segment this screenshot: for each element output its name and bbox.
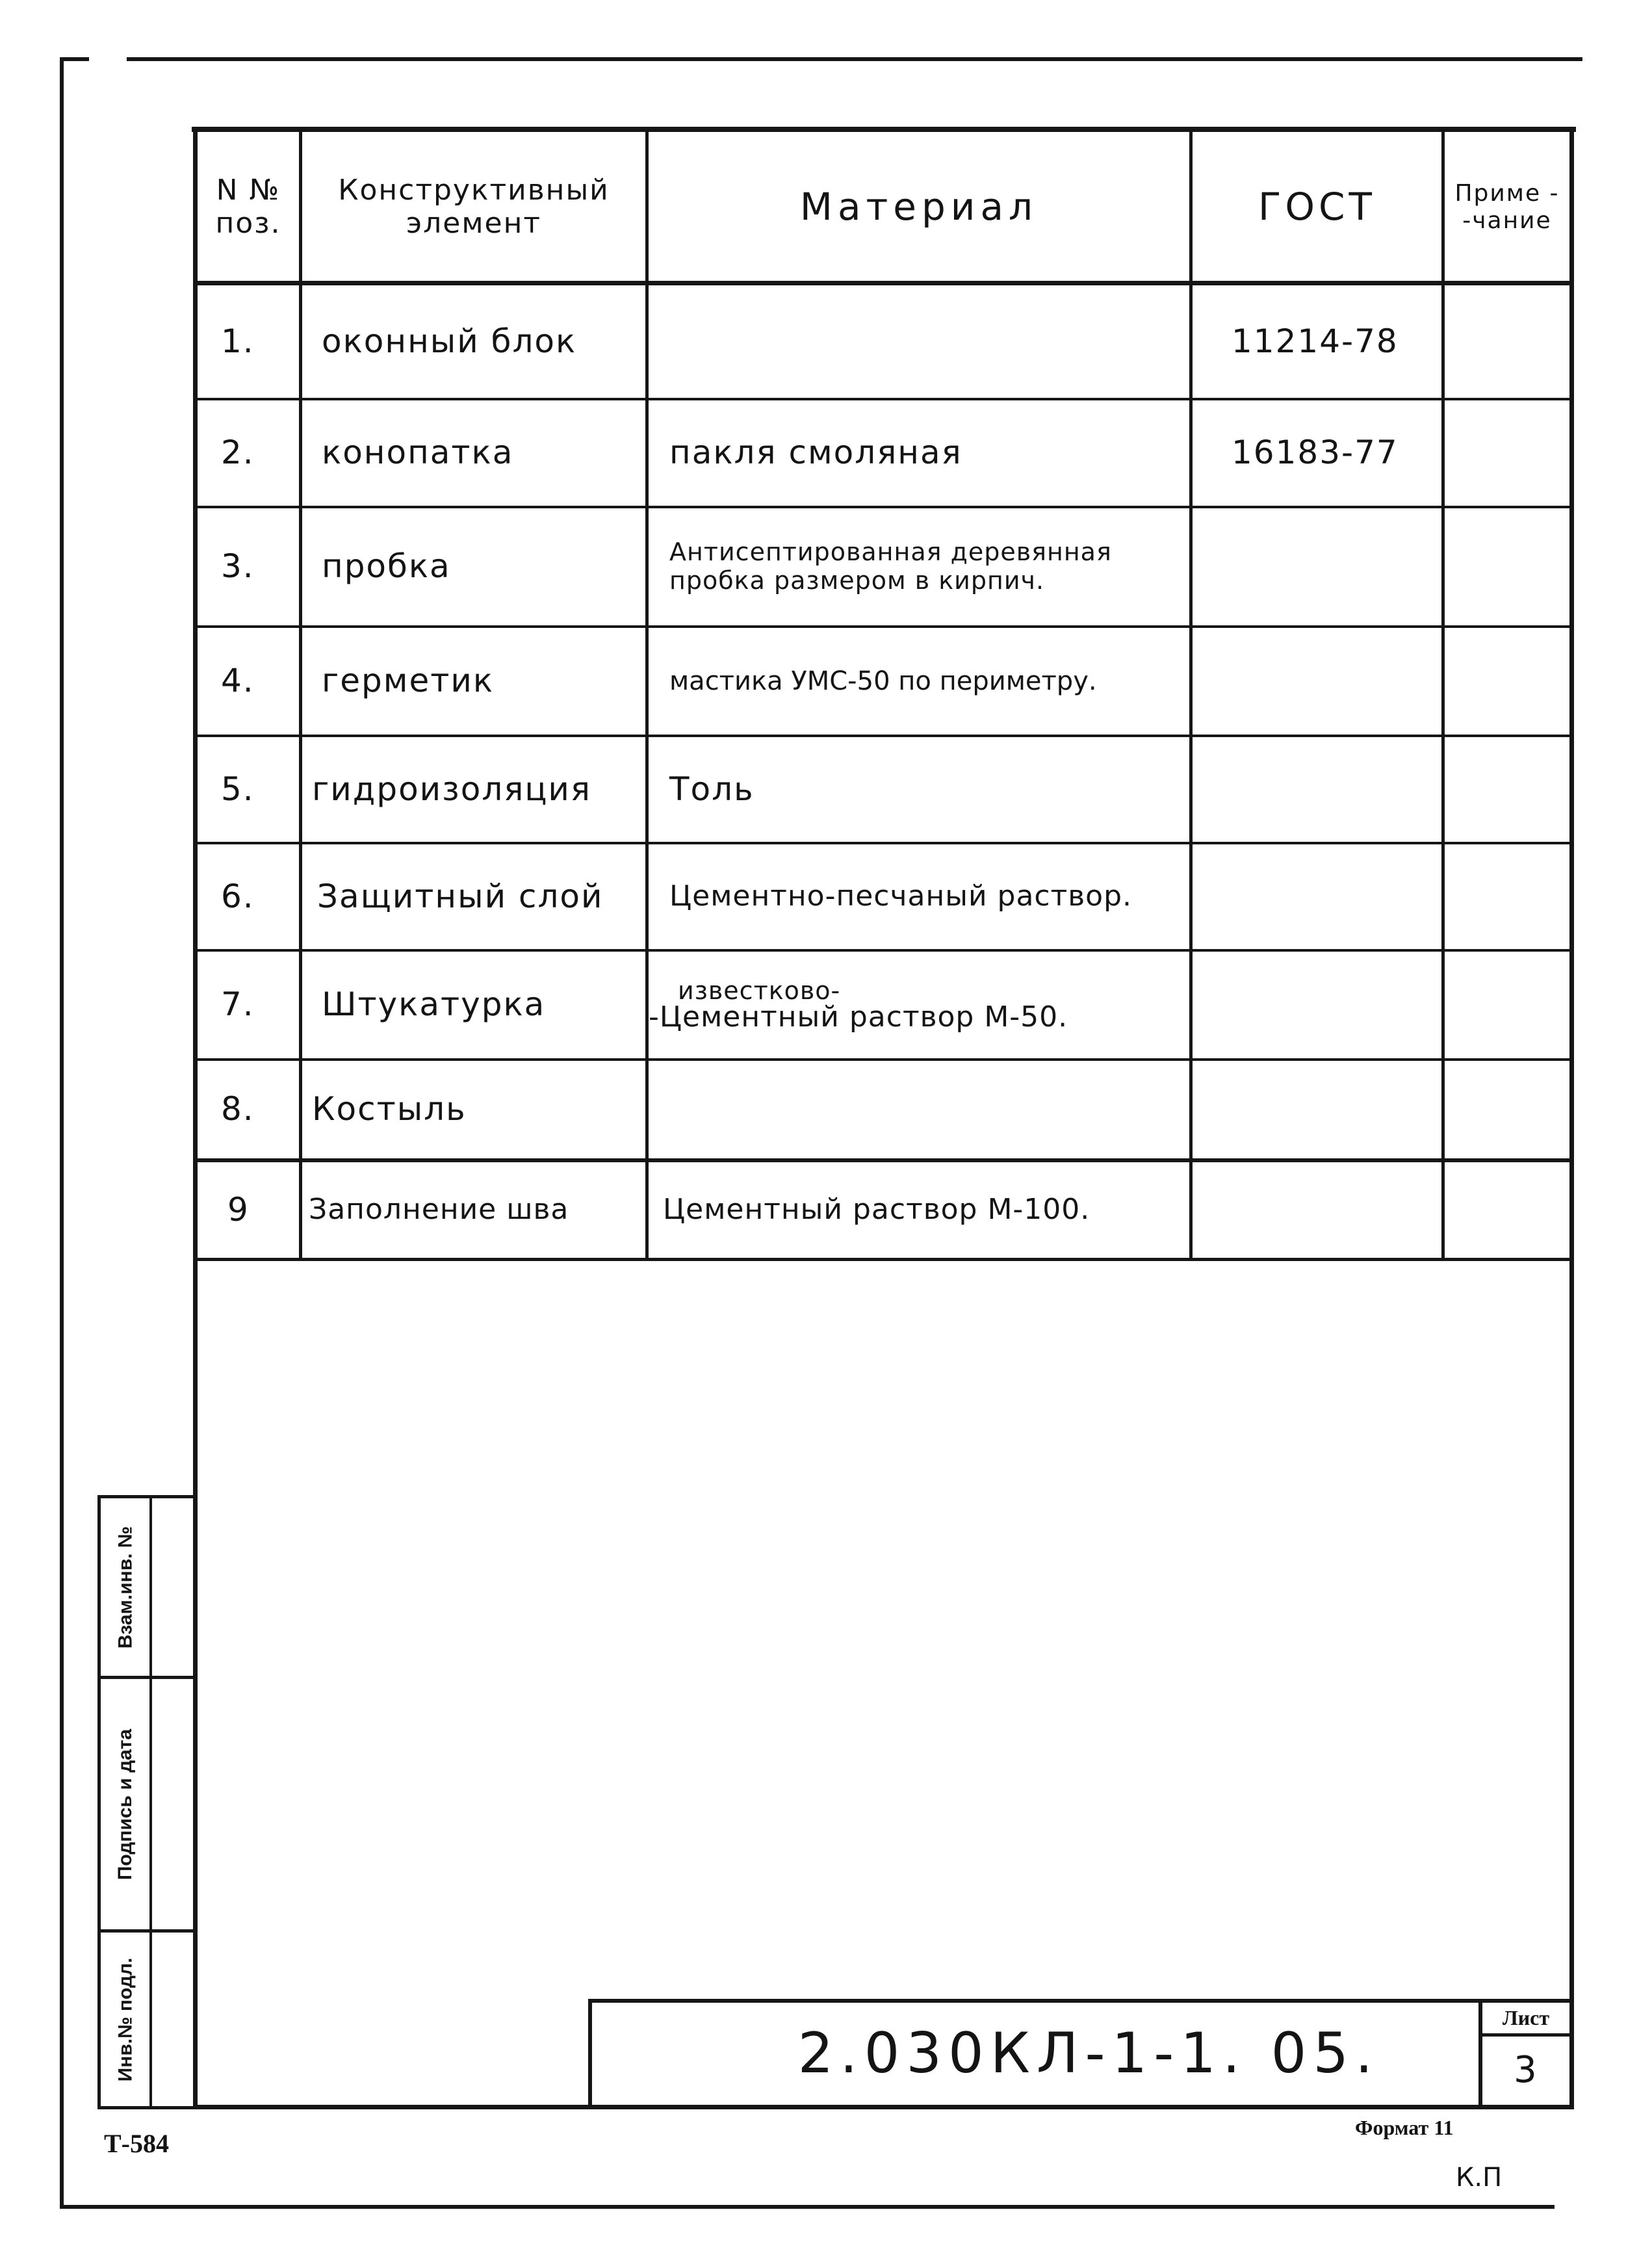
- row-9-gost: [1232, 1162, 1441, 1258]
- sheet-number: 3: [1514, 2049, 1538, 2092]
- side-label-inventory-text: Инв.№ подл.: [114, 1957, 136, 2081]
- side-label-signature-text: Подпись и дата: [114, 1728, 136, 1880]
- row-8-gost: [1232, 1061, 1441, 1158]
- frame-left: [60, 57, 64, 2209]
- row-7-num: 7.: [221, 985, 255, 1024]
- row-7-material-line1: известково-: [678, 976, 841, 1005]
- row-4-material: мастика УМС-50 по периметру.: [669, 666, 1097, 696]
- row-1-element: оконный блок: [322, 322, 577, 360]
- row-9-material: Цементный раствор М-100.: [663, 1193, 1091, 1227]
- row-7-material-line2: -Цементный раствор М-50.: [649, 1000, 1068, 1034]
- row-6-element: Защитный слой: [317, 877, 604, 915]
- stamp-left: [588, 1999, 592, 2109]
- frame-top: [127, 57, 1582, 61]
- row-7-material: [649, 952, 1189, 1058]
- header-gost: ГОСТ: [1258, 185, 1376, 229]
- header-pos: [198, 133, 299, 281]
- sheet-label: Лист: [1502, 2006, 1550, 2030]
- row-5-gost: [1232, 737, 1441, 842]
- side-label-replacement-text: Взам.инв. №: [114, 1526, 136, 1648]
- row-1-num: 1.: [221, 322, 255, 360]
- table-left: [193, 127, 198, 2109]
- header-element-line2: элемент: [406, 206, 541, 240]
- row-3-material-line1: Антисептированная деревянная: [669, 538, 1112, 567]
- frame-top-left-stub: [60, 57, 89, 61]
- side-label-signature: [99, 1679, 151, 1929]
- row-6-gost: [1232, 844, 1441, 949]
- side-label-replacement: [99, 1498, 151, 1676]
- table-bottom: [193, 2105, 1574, 2109]
- row-9-element: Заполнение шва: [309, 1193, 569, 1227]
- col-line-2: [645, 127, 649, 1261]
- row-2-num: 2.: [221, 434, 255, 472]
- row-8-element: Костыль: [312, 1090, 467, 1128]
- col-line-3: [1189, 127, 1193, 1261]
- row-3-material-line2: пробка размером в кирпич.: [669, 566, 1045, 595]
- row-5-element: гидроизоляция: [312, 770, 591, 808]
- row-3-element: пробка: [322, 547, 451, 586]
- row-2-gost: 16183-77: [1232, 434, 1399, 472]
- row-1-gost: 11214-78: [1232, 322, 1399, 360]
- header-note: [1445, 133, 1569, 281]
- col-line-4: [1441, 127, 1445, 1261]
- header-pos-line1: N №: [216, 173, 281, 207]
- row-4-num: 4.: [221, 662, 255, 700]
- format-label: Формат 11: [1355, 2115, 1454, 2139]
- row-1-material: [669, 285, 1189, 398]
- row-8-material: [669, 1061, 1189, 1158]
- row-6-num: 6.: [221, 877, 255, 915]
- frame-bottom: [60, 2205, 1555, 2209]
- side-label-inventory: [99, 1933, 151, 2106]
- header-note-line2: -чание: [1462, 207, 1552, 234]
- header-pos-line2: поз.: [215, 206, 281, 240]
- header-element: [302, 133, 645, 281]
- header-note-line1: Приме -: [1454, 180, 1560, 207]
- table-right: [1569, 127, 1574, 2109]
- row-3-num: 3.: [221, 547, 255, 586]
- row-7-gost: [1232, 952, 1441, 1058]
- header-material: Материал: [799, 185, 1039, 229]
- col-line-1: [299, 127, 302, 1261]
- row-4-element: герметик: [322, 662, 495, 700]
- row-5-material: Толь: [669, 770, 755, 808]
- row-line-9: [193, 1258, 1574, 1261]
- document-code: 2.030КЛ-1-1. 05.: [797, 2021, 1380, 2087]
- row-5-num: 5.: [221, 770, 255, 808]
- row-9-num: 9: [227, 1190, 250, 1229]
- row-7-element: Штукатурка: [322, 985, 546, 1024]
- row-3-gost: [1232, 508, 1441, 625]
- row-2-element: конопатка: [322, 434, 514, 472]
- row-6-material: Цементно-песчаный раствор.: [669, 879, 1133, 913]
- form-code: Т-584: [104, 2129, 169, 2158]
- header-element-line1: Конструктивный: [338, 173, 610, 207]
- header-bottom: [193, 281, 1574, 285]
- row-2-material: пакля смоляная: [669, 434, 962, 472]
- row-3-material: [669, 508, 1189, 625]
- side-strip-bottom: [97, 2106, 195, 2109]
- initials: К.П: [1456, 2163, 1503, 2193]
- table-top: [192, 127, 1576, 132]
- row-4-gost: [1232, 628, 1441, 735]
- row-8-num: 8.: [221, 1090, 255, 1128]
